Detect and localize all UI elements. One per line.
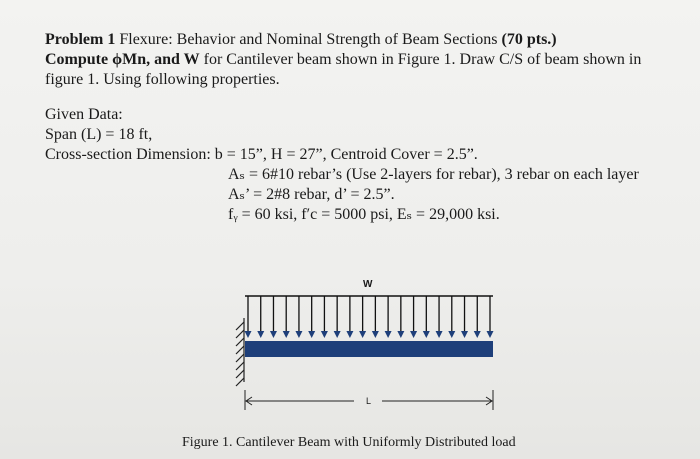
load-arrow <box>410 296 417 338</box>
load-arrow <box>372 296 379 338</box>
load-arrow <box>397 296 404 338</box>
load-arrow <box>359 296 366 338</box>
load-arrow <box>245 296 252 338</box>
fixed-support <box>236 318 244 386</box>
distributed-load-arrows <box>245 296 494 338</box>
given-span: Span (L) = 18 ft, <box>45 126 153 143</box>
problem-title: Flexure: Behavior and Nominal Strength of Beam Sections <box>115 31 502 48</box>
given-cross-section: Cross-section Dimension: b = 15”, H = 27”, Centroid Cover = 2.5”. <box>45 146 478 163</box>
given-tension-steel: Aₛ = 6#10 rebar’s (Use 2-layers for rebar), 3 rebar on each layer <box>228 166 639 183</box>
load-arrow <box>474 296 481 338</box>
load-arrow <box>436 296 443 338</box>
load-arrow <box>423 296 430 338</box>
beam <box>245 341 493 357</box>
load-label: W <box>363 279 373 290</box>
load-arrow <box>487 296 494 338</box>
problem-number: Problem 1 <box>45 31 116 48</box>
load-arrow <box>257 296 264 338</box>
load-arrow <box>334 296 341 338</box>
problem-task-line-2: figure 1. Using following properties. <box>45 71 280 88</box>
given-compression-steel: Aₛ’ = 2#8 rebar, d’ = 2.5”. <box>228 186 395 203</box>
load-arrow <box>308 296 315 338</box>
given-heading: Given Data: <box>45 106 123 123</box>
problem-points: (70 pts.) <box>501 31 557 48</box>
load-arrow <box>346 296 353 338</box>
load-arrow <box>270 296 277 338</box>
load-arrow <box>283 296 290 338</box>
given-materials: fᵧ = 60 ksi, f′c = 5000 psi, Eₛ = 29,000 ksi. <box>228 206 500 223</box>
load-arrow <box>448 296 455 338</box>
task-compute: Compute ϕMn, and W <box>45 51 200 68</box>
load-arrow <box>321 296 328 338</box>
task-description: for Cantilever beam shown in Figure 1. Draw C/S of beam shown in <box>199 51 642 68</box>
load-arrow <box>461 296 468 338</box>
load-arrow <box>295 296 302 338</box>
figure-caption: Figure 1. Cantilever Beam with Uniformly Distributed load <box>182 435 516 450</box>
load-arrow <box>385 296 392 338</box>
length-label: L <box>366 396 372 406</box>
